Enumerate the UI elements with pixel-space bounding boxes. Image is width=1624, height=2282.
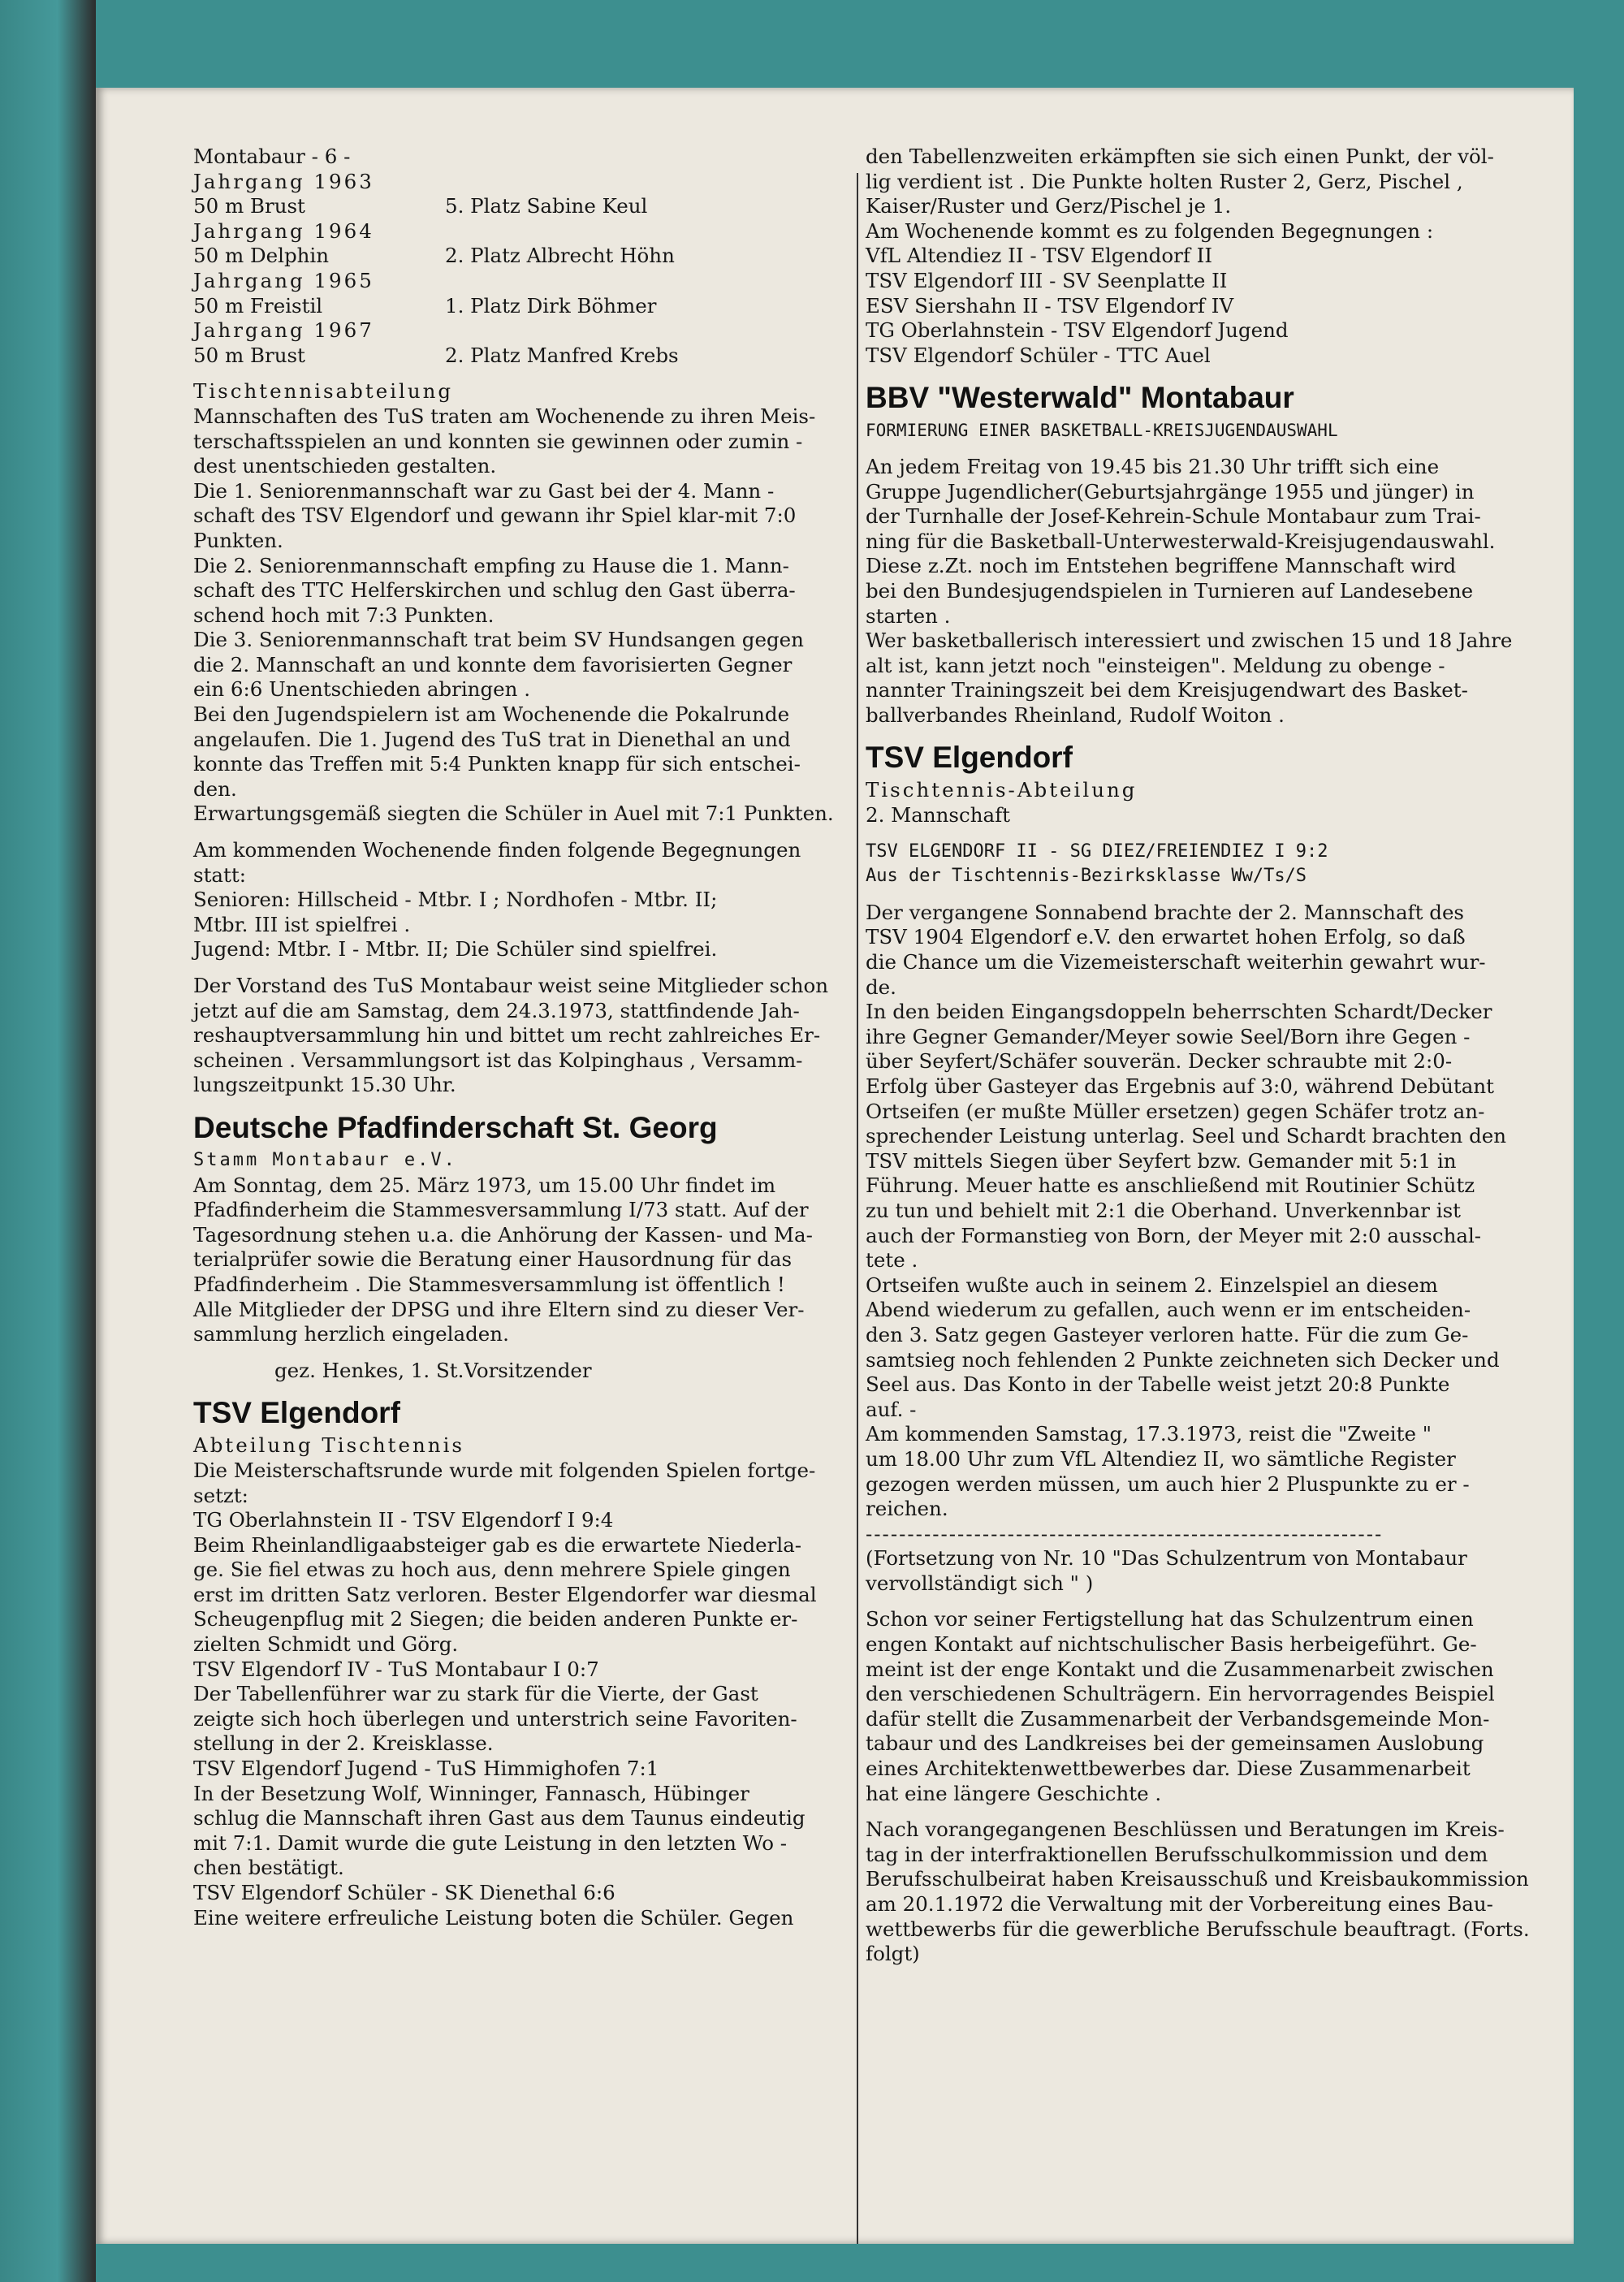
vorstand-text [193, 974, 940, 1098]
text-line: zeigte sich hoch überlegen und unterstrich seine Favoriten- [193, 1706, 797, 1731]
result-event: 50 m Delphin [193, 244, 330, 268]
text-line: samtsieg noch fehlenden 2 Punkte zeichneten sich Decker und [866, 1347, 1500, 1372]
text-line: folgt) [866, 1942, 920, 1966]
text-line: reshauptversammlung hin und bittet um recht zahlreiches Er- [193, 1023, 821, 1048]
match-line: TSV ELGENDORF II - SG DIEZ/FREIENDIEZ I 9:2 [866, 841, 1328, 862]
text-line: Seel aus. Das Konto in der Tabelle weist jetzt 20:8 Punkte [866, 1372, 1450, 1397]
text-line: Abend wiederum zu gefallen, auch wenn er im entscheiden- [866, 1298, 1471, 1322]
text-line: eines Architektenwettbewerbes dar. Diese Zusammenarbeit [866, 1757, 1471, 1781]
text-line: meint ist der enge Kontakt und die Zusammenarbeit zwischen [866, 1657, 1494, 1681]
text-line: Die 1. Seniorenmannschaft war zu Gast bei der 4. Mann - [193, 478, 775, 503]
match-report [866, 901, 1574, 1522]
text-line: zu tun und behielt mit 2:1 die Oberhand. Unverkennbar ist [866, 1198, 1462, 1222]
text-line: An jedem Freitag von 19.45 bis 21.30 Uhr trifft sich eine [866, 454, 1440, 478]
text-line: angelaufen. Die 1. Jugend des TuS trat in Dienethal an und [193, 727, 791, 751]
text-line: ning für die Basketball-Unterwesterwald-Kreisjugendauswahl. [866, 529, 1496, 553]
text-line: dafür stellt die Zusammenarbeit der Verbandsgemeinde Mon- [866, 1706, 1490, 1731]
text-line: hat eine längere Geschichte . [866, 1781, 1162, 1805]
fortsetzung-text [866, 1546, 1574, 1596]
match-subline: Aus der Tischtennis-Bezirksklasse Ww/Ts/S [866, 866, 1307, 887]
right-column [866, 145, 1574, 1967]
text-line: Punkten. [193, 528, 283, 552]
text-line: Diese z.Zt. noch im Entstehen begriffene Mannschaft wird [866, 554, 1457, 578]
continuation-text [866, 145, 1574, 368]
text-line: dest unentschieden gestalten. [193, 454, 497, 478]
text-line: scheinen . Versammlungsort ist das Kolpinghaus , Versamm- [193, 1048, 803, 1072]
text-line: Die Meisterschaftsrunde wurde mit folgenden Spielen fortge- [193, 1458, 816, 1482]
text-line: ballverbandes Rheinland, Rudolf Woiton . [866, 702, 1285, 727]
text-line: Kaiser/Ruster und Gerz/Pischel je 1. [866, 194, 1232, 218]
result-place: 2. Platz Albrecht Höhn [445, 244, 675, 268]
result-year: Jahrgang 1963 [193, 169, 374, 193]
text-line: Nach vorangegangenen Beschlüssen und Beratungen im Kreis- [866, 1817, 1505, 1842]
text-line: Gruppe Jugendlicher(Geburtsjahrgänge 1955 und jünger) in [866, 479, 1475, 504]
result-year: Jahrgang 1964 [193, 218, 374, 243]
text-line: VfL Altendiez II - TSV Elgendorf II [866, 244, 1213, 268]
text-line: Erfolg über Gasteyer das Ergebnis auf 3:0, während Debütant [866, 1074, 1494, 1098]
text-line: den. [193, 776, 237, 801]
tsv-title: TSV Elgendorf [193, 1396, 400, 1430]
text-line: jetzt auf die am Samstag, dem 24.3.1973, stattfindende Jah- [193, 998, 800, 1022]
text-line: zielten Schmidt und Görg. [193, 1632, 459, 1657]
text-line: Führung. Meuer hatte es anschließend mit Routinier Schütz [866, 1173, 1475, 1198]
result-row [193, 294, 940, 319]
text-line: über Seyfert/Schäfer souverän. Decker schraubte mit 2:0- [866, 1049, 1453, 1074]
text-line: erst im dritten Satz verloren. Bester Elgendorfer war diesmal [193, 1582, 817, 1606]
text-line: gezogen werden müssen, um auch hier 2 Pluspunkte zu er - [866, 1472, 1470, 1496]
text-line: Am kommenden Wochenende finden folgende Begegnungen [193, 838, 801, 862]
text-line: TG Oberlahnstein II - TSV Elgendorf I 9:4 [193, 1508, 614, 1532]
schulzentrum-text [866, 1607, 1574, 1806]
text-line: Am kommenden Samstag, 17.3.1973, reist die "Zweite " [866, 1422, 1432, 1446]
dpsg-subtitle: Stamm Montabaur e.V. [193, 1149, 457, 1170]
text-line: Die 3. Seniorenmannschaft trat beim SV Hundsangen gegen [193, 628, 804, 652]
text-line: TSV mittels Siegen über Seyfert bzw. Gemander mit 5:1 in [866, 1148, 1457, 1173]
text-line: de. [866, 975, 896, 999]
text-line: mit 7:1. Damit wurde die gute Leistung in den letzten Wo - [193, 1830, 788, 1855]
text-line: Erwartungsgemäß siegten die Schüler in Auel mit 7:1 Punkten. [193, 802, 834, 826]
text-line: Wer basketballerisch interessiert und zwischen 15 und 18 Jahre [866, 629, 1513, 653]
text-line: tete . [866, 1248, 918, 1273]
text-line: am 20.1.1972 die Verwaltung mit der Vorbereitung eines Bau- [866, 1892, 1493, 1916]
result-event: 50 m Freistil [193, 293, 323, 318]
text-line: ein 6:6 Unentschieden abringen . [193, 677, 530, 702]
text-line: TSV Elgendorf Schüler - TTC Auel [866, 343, 1211, 367]
result-event: 50 m Brust [193, 194, 305, 218]
text-line: Ortseifen (er mußte Müller ersetzen) gegen Schäfer trotz an- [866, 1099, 1485, 1123]
text-line: TSV Elgendorf III - SV Seenplatte II [866, 268, 1228, 292]
result-place: 2. Platz Manfred Krebs [445, 343, 679, 367]
next-games-text [193, 838, 940, 962]
text-line: bei den Bundesjugendspielen in Turnieren auf Landesebene [866, 578, 1474, 603]
text-line: terialprüfer sowie die Beratung einer Hausordnung für das [193, 1247, 793, 1272]
text-line: terschaftsspielen an und konnten sie gewinnen oder zumin - [193, 429, 803, 453]
text-line: Mannschaften des TuS traten am Wochenende zu ihren Meis- [193, 404, 816, 428]
tsv-subtitle: Abteilung Tischtennis [193, 1433, 464, 1458]
text-line: Ortseifen wußte auch in seinem 2. Einzelspiel an diesem [866, 1273, 1438, 1297]
text-line: In der Besetzung Wolf, Winninger, Fannasch, Hübinger [193, 1781, 749, 1805]
text-line: wettbewerbs für die gewerbliche Berufsschule beauftragt. (Forts. [866, 1917, 1530, 1941]
swim-results [193, 170, 940, 369]
text-line: Mtbr. III ist spielfrei . [193, 912, 411, 936]
text-line: die Chance um die Vizemeisterschaft weiterhin gewahrt wur- [866, 950, 1486, 975]
text-line: schend hoch mit 7:3 Punkten. [193, 603, 495, 627]
result-place: 1. Platz Dirk Böhmer [445, 293, 657, 318]
book-binding [0, 0, 96, 2282]
text-line: ihre Gegner Gemander/Meyer sowie Seel/Born ihre Gegen - [866, 1024, 1471, 1048]
text-line: Die 2. Seniorenmannschaft empfing zu Hause die 1. Mann- [193, 553, 789, 577]
text-line: schaft des TTC Helferskirchen und schlug den Gast überra- [193, 578, 796, 603]
tsv2-title: TSV Elgendorf [866, 741, 1073, 775]
text-line: In den beiden Eingangsdoppeln beherrschten Schardt/Decker [866, 1000, 1492, 1024]
text-line: nannter Trainingszeit bei dem Kreisjugendwart des Basket- [866, 678, 1468, 702]
dashed-separator: -------------------------------------------------------------- [866, 1521, 1384, 1545]
text-line: den verschiedenen Schulträgern. Ein hervorragendes Beispiel [866, 1682, 1495, 1706]
text-line: ge. Sie fiel etwas zu hoch aus, denn mehrere Spiele gingen [193, 1558, 791, 1582]
text-line: Alle Mitglieder der DPSG und ihre Eltern sind zu dieser Ver- [193, 1297, 805, 1321]
bbv-subtitle: FORMIERUNG EINER BASKETBALL-KREISJUGENDAUSWAHL [866, 421, 1338, 441]
page-header: Montabaur - 6 - [193, 145, 351, 168]
text-line: (Fortsetzung von Nr. 10 "Das Schulzentrum von Montabaur [866, 1546, 1467, 1571]
final-text [866, 1817, 1574, 1967]
text-line: stellung in der 2. Kreisklasse. [193, 1731, 494, 1756]
text-line: TSV Elgendorf IV - TuS Montabaur I 0:7 [193, 1657, 599, 1681]
text-line: den Tabellenzweiten erkämpften sie sich einen Punkt, der völ- [866, 145, 1494, 168]
text-line: auch der Formanstieg von Born, der Meyer mit 2:0 ausschal- [866, 1223, 1482, 1247]
text-line: TSV Elgendorf Jugend - TuS Himmighofen 7:1 [193, 1757, 659, 1781]
text-line: Eine weitere erfreuliche Leistung boten die Schüler. Gegen [193, 1905, 794, 1930]
text-line: Senioren: Hillscheid - Mtbr. I ; Nordhofen - Mtbr. II; [193, 888, 718, 912]
text-line: lungszeitpunkt 15.30 Uhr. [193, 1073, 456, 1097]
text-line: Am Sonntag, dem 25. März 1973, um 15.00 Uhr findet im [193, 1173, 776, 1197]
text-line: TG Oberlahnstein - TSV Elgendorf Jugend [866, 318, 1289, 343]
result-row [193, 344, 940, 369]
text-line: TSV 1904 Elgendorf e.V. den erwartet hohen Erfolg, so daß [866, 925, 1466, 949]
text-line: engen Kontakt auf nichtschulischer Basis herbeigeführt. Ge- [866, 1632, 1477, 1657]
result-row [193, 244, 940, 269]
tsv2-team: 2. Mannschaft [866, 803, 1011, 828]
text-line: sammlung herzlich eingeladen. [193, 1322, 509, 1346]
tsv2-subtitle: Tischtennis-Abteilung [866, 778, 1138, 802]
text-line: alt ist, kann jetzt noch "einsteigen". Meldung zu obenge - [866, 653, 1445, 677]
text-line: Berufsschulbeirat haben Kreisausschuß und Kreisbaukommission [866, 1867, 1529, 1891]
text-line: Bei den Jugendspielern ist am Wochenende die Pokalrunde [193, 702, 790, 727]
text-line: Schon vor seiner Fertigstellung hat das Schulzentrum einen [866, 1607, 1474, 1632]
text-line: TSV Elgendorf Schüler - SK Dienethal 6:6 [193, 1881, 615, 1904]
text-line: konnte das Treffen mit 5:4 Punkten knapp für sich entschei- [193, 752, 801, 776]
text-line: ESV Siershahn II - TSV Elgendorf IV [866, 293, 1234, 318]
text-line: starten . [866, 603, 951, 628]
text-line: setzt: [193, 1483, 248, 1507]
tt-text [193, 404, 940, 827]
text-line: statt: [193, 862, 246, 887]
text-line: Jugend: Mtbr. I - Mtbr. II; Die Schüler sind spielfrei. [193, 937, 718, 962]
text-line: Der vergangene Sonnabend brachte der 2. Mannschaft des [866, 900, 1465, 924]
result-year: Jahrgang 1967 [193, 318, 374, 343]
text-line: Pfadfinderheim . Die Stammesversammlung ist öffentlich ! [193, 1272, 785, 1296]
text-line: tag in der interfraktionellen Berufsschulkommission und dem [866, 1842, 1488, 1866]
result-event: 50 m Brust [193, 343, 305, 367]
dpsg-signature: gez. Henkes, 1. St.Vorsitzender [274, 1358, 592, 1382]
text-line: der Turnhalle der Josef-Kehrein-Schule Montabaur zum Trai- [866, 504, 1481, 529]
result-place: 5. Platz Sabine Keul [445, 194, 648, 218]
bbv-text [866, 455, 1574, 728]
text-line: reichen. [866, 1497, 948, 1521]
dpsg-text [193, 1173, 940, 1347]
tt-title: Tischtennisabteilung [193, 379, 454, 404]
text-line: Der Vorstand des TuS Montabaur weist seine Mitglieder schon [193, 974, 829, 997]
text-line: Am Wochenende kommt es zu folgenden Begegnungen : [866, 218, 1434, 243]
text-line: schaft des TSV Elgendorf und gewann ihr Spiel klar-mit 7:0 [193, 504, 797, 528]
text-line: schlug die Mannschaft ihren Gast aus dem Taunus eindeutig [193, 1806, 806, 1830]
text-line: Der Tabellenführer war zu stark für die Vierte, der Gast [193, 1682, 758, 1706]
scanned-page [96, 88, 1574, 2244]
text-line: sprechender Leistung unterlag. Seel und Schardt brachten den [866, 1124, 1507, 1148]
text-line: tabaur und des Landkreises bei der gemeinsamen Auslobung [866, 1731, 1484, 1756]
text-line: auf. - [866, 1397, 917, 1421]
text-line: die 2. Mannschaft an und konnte dem favorisierten Gegner [193, 652, 793, 676]
text-line: lig verdient ist . Die Punkte holten Ruster 2, Gerz, Pischel , [866, 169, 1463, 193]
text-line: Scheugenpflug mit 2 Siegen; die beiden anderen Punkte er- [193, 1607, 798, 1632]
result-row [193, 194, 940, 219]
bbv-title: BBV "Westerwald" Montabaur [866, 381, 1294, 415]
text-line: vervollständigt sich " ) [866, 1571, 1094, 1595]
text-line: Pfadfinderheim die Stammesversammlung I/73 statt. Auf der [193, 1198, 809, 1222]
text-line: Beim Rheinlandligaabsteiger gab es die erwartete Niederla- [193, 1532, 802, 1557]
text-line: den 3. Satz gegen Gasteyer verloren hatte. Für die zum Ge- [866, 1322, 1469, 1346]
result-year: Jahrgang 1965 [193, 268, 374, 292]
text-line: Tagesordnung stehen u.a. die Anhörung der Kassen- und Ma- [193, 1222, 813, 1247]
text-line: chen bestätigt. [193, 1856, 344, 1880]
left-column [193, 145, 940, 1930]
tsv-text [193, 1459, 940, 1930]
dpsg-title: Deutsche Pfadfinderschaft St. Georg [193, 1110, 718, 1144]
text-line: um 18.00 Uhr zum VfL Altendiez II, wo sämtliche Register [866, 1446, 1456, 1471]
